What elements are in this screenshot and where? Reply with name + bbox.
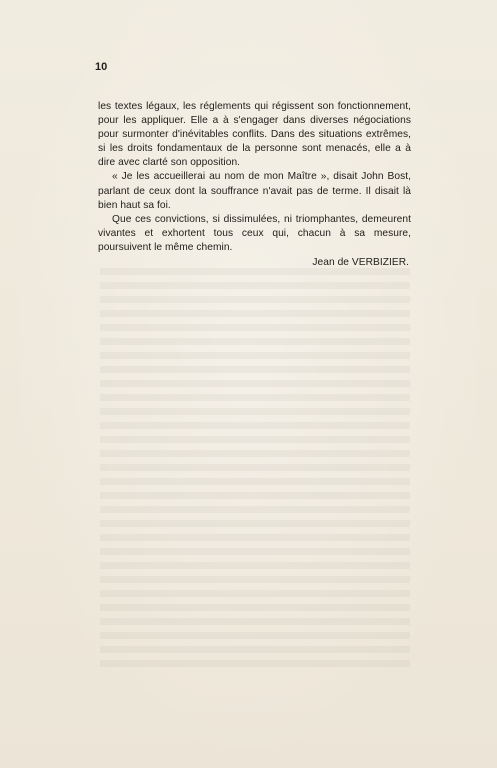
- page-number: 10: [95, 61, 108, 73]
- paragraph-3: Que ces convictions, si dissimulées, ni triomphantes, demeurent vivantes et exhortent tous ceux qui, chacun à sa mesure, poursuivent le même chemin.: [98, 213, 411, 253]
- show-through-text: [100, 268, 410, 668]
- signature: Jean de VERBIZIER.: [312, 257, 409, 269]
- body-text: [98, 100, 411, 270]
- paragraph-1: les textes légaux, les réglements qui régissent son fonctionnement, pour les appliquer. Elle a à s'engager dans diverses négociations pour surmonter d'inévitables conflits. Dans des situations extrêmes, si les droits fondamentaux de la personne sont menacés, elle a à dire avec clarté son opposition.: [98, 101, 411, 169]
- paragraph-2: « Je les accueillerai au nom de mon Maître », disait John Bost, parlant de ceux dont la souffrance n'avait pas de terme. Il disait là bien haut sa foi.: [98, 171, 411, 211]
